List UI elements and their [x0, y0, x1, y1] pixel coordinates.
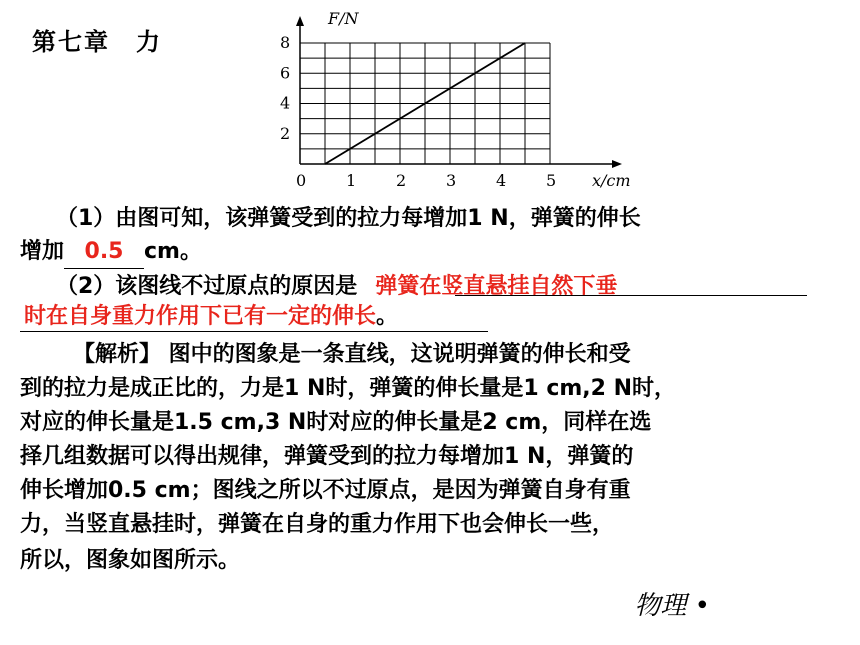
x-tick-label: 0: [296, 171, 307, 190]
analysis-line-1: 【解析】 图中的图象是一条直线，这说明弹簧的伸长和受: [62, 342, 631, 367]
y-axis-label: F/N: [328, 9, 359, 28]
analysis-line-6: 力，当竖直悬挂时，弹簧在自身的重力作用下也会伸长一些，: [20, 512, 615, 537]
analysis-line-7: 所以，图象如图所示。: [20, 548, 241, 573]
answer-2-part1: 弹簧在竖直悬挂自然下垂: [375, 274, 618, 299]
y-tick-label: 4: [280, 93, 291, 113]
question-1-prefix: 增加: [20, 239, 65, 264]
subject-footer: 物理 •: [634, 591, 710, 621]
analysis-line-3: 对应的伸长量是1.5 cm,3 N时对应的伸长量是2 cm，同样在选: [20, 410, 652, 435]
x-axis-label: x/cm: [592, 171, 631, 190]
question-1-line2: [20, 236, 202, 269]
chart-axes: [296, 16, 622, 168]
x-tick-label: 1: [346, 171, 357, 190]
question-2-line2: [24, 301, 398, 333]
force-extension-chart: [270, 8, 660, 198]
y-tick-label: 2: [280, 123, 291, 143]
question-2-text: （2）该图线不过原点的原因是: [56, 274, 358, 299]
question-1-line1: （1）由图可知，该弹簧受到的拉力每增加1 N，弹簧的伸长: [56, 206, 641, 231]
x-tick-label: 3: [446, 171, 457, 190]
y-tick-label: 8: [280, 33, 291, 52]
x-tick-label: 4: [496, 171, 507, 190]
answer-2-underline-2: [20, 331, 488, 332]
x-tick-label: 5: [546, 171, 557, 190]
y-tick-label: 6: [280, 63, 291, 83]
chart-ticks: [280, 33, 556, 190]
answer-2-part2: 时在自身重力作用下已有一定的伸长: [24, 304, 377, 329]
chapter-title: 第七章 力: [32, 28, 162, 56]
analysis-line-4: 择几组数据可以得出规律，弹簧受到的拉力每增加1 N，弹簧的: [20, 444, 634, 469]
analysis-line-2: 到的拉力是成正比的，力是1 N时，弹簧的伸长量是1 cm,2 N时，: [20, 376, 677, 401]
answer-1-value: 0.5: [84, 239, 124, 264]
question-2-line1: [56, 271, 617, 303]
y-axis-arrow: [296, 16, 304, 26]
answer-2-underline-1: [455, 295, 807, 296]
x-tick-label: 2: [396, 171, 407, 190]
question-2-end: 。: [376, 304, 399, 329]
x-axis-arrow: [612, 160, 622, 168]
analysis-line-5: 伸长增加0.5 cm；图线之所以不过原点，是因为弹簧自身有重: [20, 478, 631, 503]
answer-1-blank: [64, 236, 144, 269]
question-1-unit: cm。: [144, 239, 202, 264]
